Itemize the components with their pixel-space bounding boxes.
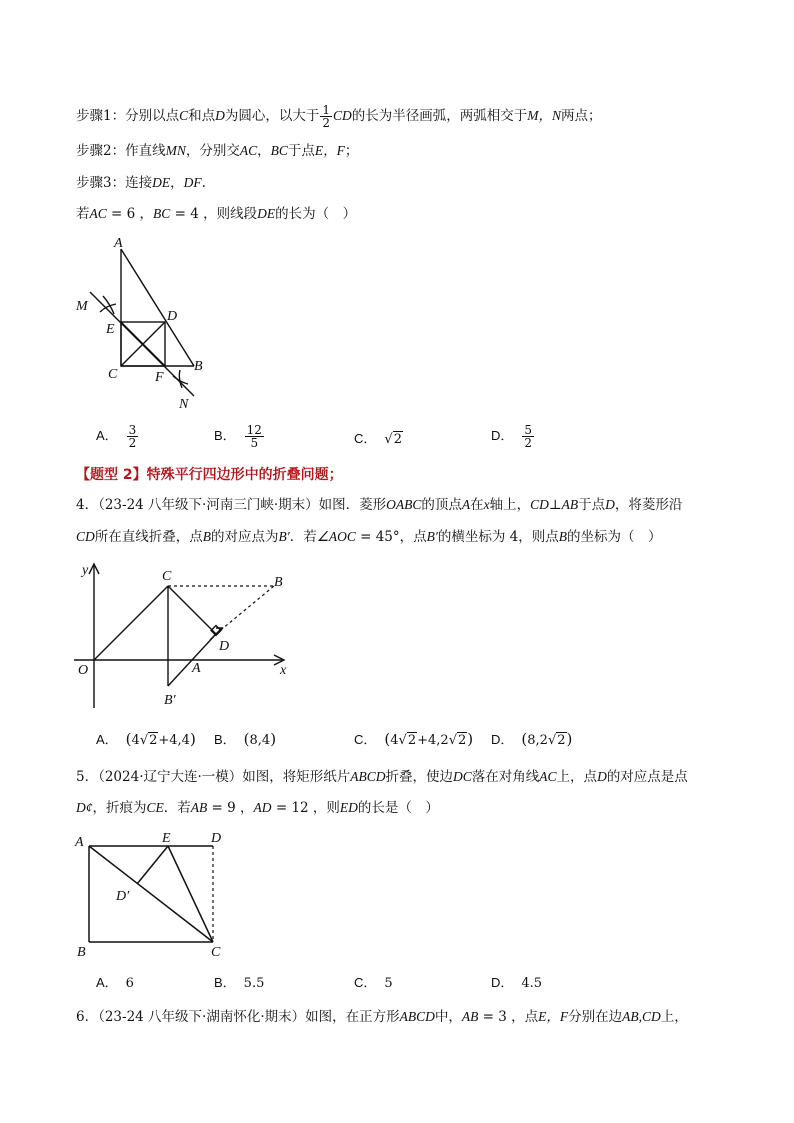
sqrt-sign: √ — [448, 733, 457, 748]
q3-step3: 步骤3：连接DE，DF. — [76, 175, 206, 191]
q5-option-b[interactable]: B． 5.5 — [214, 975, 265, 991]
q5-rectangle-figure — [70, 826, 240, 966]
q3-label-F: F — [155, 370, 164, 385]
q4-option-b[interactable]: B． (8,4) — [214, 730, 277, 748]
sqrt-sign: √ — [547, 733, 557, 748]
q3-option-a[interactable]: A． $\frac{3}{2}$ — [96, 423, 137, 450]
q4-label-x: x — [280, 663, 287, 678]
q3-label-A: A — [114, 236, 123, 251]
q3-step1: 步骤1：分别以点C和点D为圆心，以大于 $\frac{1}{2}$ CD的长为半径画弧，两弧相交于M，N两点； — [76, 103, 602, 130]
q3-option-c[interactable]: C． √2 — [354, 431, 402, 447]
q5-label-B: B — [77, 945, 86, 960]
q3-step2: 步骤2：作直线MN，分别交AC，BC于点E，F； — [76, 143, 359, 159]
q6-line1: 6．（23-24 八年级下·湖南怀化·期末）如图，在正方形ABCD中，AB = 3 ，点E，F分别在边AB,CD上， — [76, 1009, 688, 1025]
q5-label-A: A — [75, 835, 84, 850]
q4-label-y: y — [82, 563, 89, 578]
q4-label-C: C — [162, 569, 172, 584]
q4-option-c[interactable]: C． (4√2+4,2√2) — [354, 730, 474, 748]
sqrt-sign: √ — [398, 733, 407, 748]
q3-option-b[interactable]: B． $\frac{12}{5}$ — [214, 423, 262, 450]
paren: ) — [270, 730, 277, 748]
q3-condition: 若AC = 6 ，BC = 4 ，则线段DE的长为（ ） — [76, 206, 357, 222]
q5-line2: D¢，折痕为CE．若AB = 9 ，AD = 12 ，则ED的长是（ ） — [76, 800, 439, 816]
q3-label-E: E — [106, 322, 115, 337]
q3-label-C: C — [108, 367, 118, 382]
paren: ( — [384, 730, 391, 748]
paren: ) — [566, 730, 573, 748]
q4-line2: CD所在直线折叠，点B的对应点为B′．若∠AOC = 45°，点B′的横坐标为 4，则点B的坐标为（ ） — [76, 529, 662, 545]
q4-line1: 4．（23-24 八年级下·河南三门峡·期末）如图．菱形OABC的顶点A在x轴上，CD⊥AB于点D，将菱形沿 — [76, 497, 683, 513]
paren: ( — [521, 730, 528, 748]
q4-label-Bprime: B′ — [164, 693, 176, 708]
fraction: $\frac{5}{2}$ — [524, 423, 533, 450]
paren: ) — [467, 730, 474, 748]
sqrt-sign: √ — [139, 733, 149, 748]
q3-label-B: B — [194, 359, 203, 374]
q5-option-c[interactable]: C． 5 — [354, 975, 393, 991]
q4-rhombus-figure — [70, 558, 300, 713]
q5-label-E: E — [162, 831, 171, 846]
fraction: $\frac{3}{2}$ — [128, 423, 137, 450]
q3-triangle-figure — [70, 230, 220, 415]
q5-label-Dprime: D′ — [116, 889, 130, 904]
q5-option-a[interactable]: A． 6 — [96, 975, 134, 991]
fraction: $\frac{12}{5}$ — [246, 423, 262, 450]
q4-label-B: B — [274, 575, 283, 590]
q3-label-M: M — [76, 299, 88, 314]
q4-label-A: A — [192, 661, 201, 676]
q5-label-C: C — [211, 945, 221, 960]
paren: ( — [125, 730, 132, 748]
fraction-one-half: $\frac{1}{2}$ — [322, 103, 330, 130]
q3-label-D: D — [167, 309, 178, 324]
q5-label-D: D — [211, 831, 222, 846]
q5-line1: 5．（2024·辽宁大连·一模）如图，将矩形纸片ABCD折叠，使边DC落在对角线AC上，点D的对应点是点 — [76, 769, 688, 785]
q4-label-O: O — [78, 663, 89, 678]
q5-option-d[interactable]: D． 4.5 — [491, 975, 543, 991]
sqrt-sign: √ — [384, 432, 393, 447]
section-title: 【题型 2】特殊平行四边形中的折叠问题； — [76, 467, 343, 483]
paren: ( — [243, 730, 250, 748]
q3-label-N: N — [179, 397, 189, 412]
q4-option-d[interactable]: D． (8,2√2) — [491, 730, 573, 748]
paren: ) — [189, 730, 196, 748]
q3-option-d[interactable]: D． $\frac{5}{2}$ — [491, 423, 533, 450]
q4-option-a[interactable]: A． (4√2+4,4) — [96, 730, 196, 748]
q4-label-D: D — [219, 639, 230, 654]
